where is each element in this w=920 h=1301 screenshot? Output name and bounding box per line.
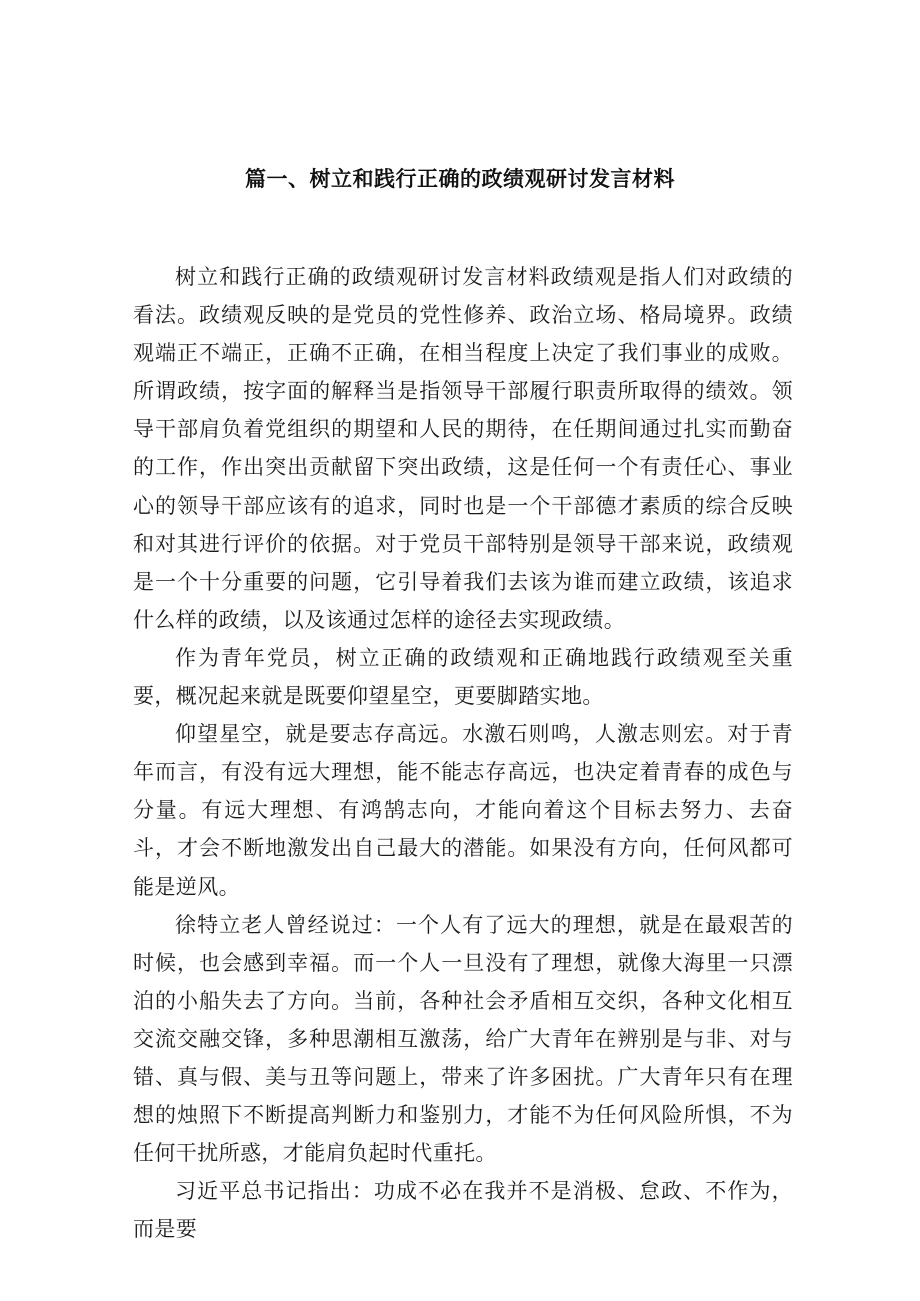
paragraph: 习近平总书记指出：功成不必在我并不是消极、怠政、不作为，而是要 <box>133 1179 793 1242</box>
document-body <box>133 258 793 1248</box>
paragraph: 徐特立老人曾经说过：一个人有了远大的理想，就是在最艰苦的时候，也会感到幸福。而一个人一旦没有了理想，就像大海里一只漂泊的小船失去了方向。当前，各种社会矛盾相互交织，各种文化相互交流交融交锋，多种思潮相互激荡，给广大青年在辨别是与非、对与错、真与假、美与丑等问题上，带来了许多困扰。广大青年只有在理想的烛照下不断提高判断力和鉴别力，才能不为任何风险所惧，不为任何干扰所惑，才能肩负起时代重托。 <box>133 912 793 1166</box>
document-title: 篇一、树立和践行正确的政绩观研讨发言材料 <box>245 167 675 191</box>
paragraph: 树立和践行正确的政绩观研讨发言材料政绩观是指人们对政绩的看法。政绩观反映的是党员的党性修养、政治立场、格局境界。政绩观端正不端正，正确不正确，在相当程度上决定了我们事业的成败。所谓政绩，按字面的解释当是指领导干部履行职责所取得的绩效。领导干部肩负着党组织的期望和人民的期待，在任期间通过扎实而勤奋的工作，作出突出贡献留下突出政绩，这是任何一个有责任心、事业心的领导干部应该有的追求，同时也是一个干部德才素质的综合反映和对其进行评价的依据。对于党员干部特别是领导干部来说，政绩观是一个十分重要的问题，它引导着我们去该为谁而建立政绩，该追求什么样的政绩，以及该通过怎样的途径去实现政绩。 <box>133 265 793 632</box>
paragraph: 作为青年党员，树立正确的政绩观和正确地践行政绩观至关重要，概况起来就是既要仰望星空，更要脚踏实地。 <box>133 645 793 709</box>
paragraph: 仰望星空，就是要志存高远。水激石则鸣，人激志则宏。对于青年而言，有没有远大理想，能不能志存高远，也决定着青春的成色与分量。有远大理想、有鸿鹄志向，才能向着这个目标去努力、去奋斗，才会不断地激发出自己最大的潜能。如果没有方向，任何风都可能是逆风。 <box>133 722 793 899</box>
